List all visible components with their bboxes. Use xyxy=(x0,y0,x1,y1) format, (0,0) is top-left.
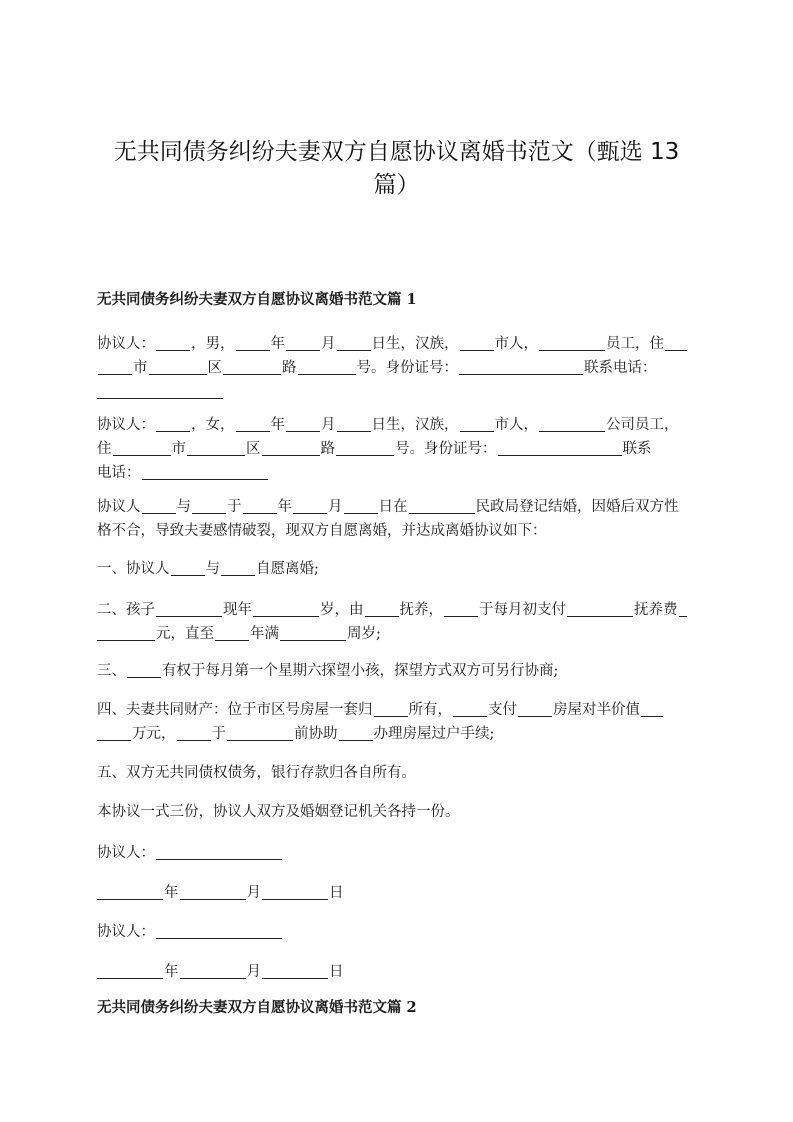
marriage-line-2: 格不合，导致夫妻感情破裂，现双方自愿离婚，并达成离婚协议如下： xyxy=(97,523,547,539)
blank-field xyxy=(539,415,605,432)
title-line-2: 篇） xyxy=(373,172,420,198)
text: 电话： xyxy=(97,465,141,481)
clause-3-line xyxy=(97,659,697,683)
text: 于每月初支付 xyxy=(479,602,566,618)
text: 市人， xyxy=(494,336,538,352)
text: 与 xyxy=(176,499,191,515)
blank-field xyxy=(98,358,132,375)
blank-field xyxy=(215,624,249,641)
text: 号。身份证号： xyxy=(395,441,497,457)
text: 区 xyxy=(207,360,222,376)
text: 月 xyxy=(246,885,261,901)
text: 年满 xyxy=(250,626,279,642)
text: 协议人： xyxy=(97,336,155,352)
blank-field xyxy=(253,600,319,617)
blank-field xyxy=(286,334,320,351)
party-2-line-2 xyxy=(97,437,697,461)
blank-field xyxy=(339,724,373,741)
text: 日在 xyxy=(378,499,408,515)
text: 日 xyxy=(329,964,344,980)
blank-field xyxy=(236,415,270,432)
text: 协议人： xyxy=(97,845,155,861)
text: 周岁; xyxy=(347,626,381,642)
text: 联系电话： xyxy=(584,360,657,376)
text: 联系 xyxy=(622,441,652,457)
text: 一、协议人 xyxy=(97,561,170,577)
text: 市人， xyxy=(494,417,538,433)
blank-field xyxy=(679,600,687,617)
text: 年 xyxy=(270,336,285,352)
text: 协议人： xyxy=(97,417,155,433)
clause-5: 五、双方无共同债权债务，银行存款归各自所有。 xyxy=(97,765,416,781)
clause-1 xyxy=(97,557,697,581)
party-1-line-1 xyxy=(97,332,697,356)
blank-field xyxy=(374,700,408,717)
text: 四、夫妻共同财产：位于市区号房屋一套归 xyxy=(97,702,373,718)
text: 支付 xyxy=(488,702,517,718)
text: 路 xyxy=(320,441,335,457)
blank-field xyxy=(171,559,205,576)
blank-field xyxy=(337,415,371,432)
text: 房屋对半价值 xyxy=(553,702,640,718)
text: 元，直至 xyxy=(156,626,214,642)
blank-field xyxy=(180,962,246,979)
blank-field xyxy=(262,962,328,979)
party-1-paragraph xyxy=(97,332,697,404)
blank-field xyxy=(223,358,281,375)
blank-field xyxy=(518,700,552,717)
text: 市 xyxy=(171,441,186,457)
text: 日生，汉族， xyxy=(371,417,459,433)
blank-field xyxy=(641,700,663,717)
text: 民政局登记结婚，因婚后双方性 xyxy=(475,499,679,515)
text: 万元， xyxy=(132,726,176,742)
text: 有权于每月第一个星期六探望小孩，探望方式双方可另行协商; xyxy=(162,663,559,679)
text: 自愿离婚; xyxy=(256,561,319,577)
text: 年 xyxy=(164,885,179,901)
copies-note: 本协议一式三份，协议人双方及婚姻登记机关各持一份。 xyxy=(97,804,460,820)
text: 员工，住 xyxy=(606,336,664,352)
text: 现年 xyxy=(223,602,252,618)
text: 号。身份证号： xyxy=(356,360,458,376)
text: ，女， xyxy=(191,417,235,433)
blank-field xyxy=(262,439,320,456)
text: 所有， xyxy=(408,702,452,718)
blank-field xyxy=(262,883,328,900)
blank-field xyxy=(444,600,478,617)
blank-field xyxy=(236,334,270,351)
blank-field xyxy=(337,334,371,351)
blank-field xyxy=(365,600,399,617)
text: 日 xyxy=(329,885,344,901)
party-2-line-1 xyxy=(97,413,697,437)
blank-field xyxy=(665,334,687,351)
text: 岁，由 xyxy=(320,602,364,618)
signature-party-1 xyxy=(97,841,697,865)
signature-date-1 xyxy=(97,881,697,905)
clause-1-line xyxy=(97,557,697,581)
blank-field xyxy=(156,922,282,939)
text: 于 xyxy=(227,499,242,515)
text: 年 xyxy=(277,499,292,515)
clause-4 xyxy=(97,698,697,746)
blank-field xyxy=(336,439,394,456)
blank-field xyxy=(97,724,131,741)
blank-field xyxy=(453,700,487,717)
blank-field xyxy=(97,382,223,399)
text: 月 xyxy=(328,499,343,515)
document-title xyxy=(80,136,713,202)
blank-field xyxy=(156,334,190,351)
blank-field xyxy=(192,497,226,514)
blank-field xyxy=(127,661,161,678)
blank-field xyxy=(293,497,327,514)
blank-field xyxy=(156,600,222,617)
text: 区 xyxy=(246,441,261,457)
blank-field xyxy=(227,724,293,741)
text: 于 xyxy=(211,726,226,742)
blank-field xyxy=(298,358,356,375)
text: 月 xyxy=(246,964,261,980)
blank-field xyxy=(221,559,255,576)
blank-field xyxy=(460,334,494,351)
party-1-line-3 xyxy=(97,380,697,404)
marriage-line-1 xyxy=(97,495,697,519)
marriage-paragraph xyxy=(97,495,697,543)
text: 住 xyxy=(97,441,112,457)
section-1-heading: 无共同债务纠纷夫妻双方自愿协议离婚书范文篇 1 xyxy=(97,291,417,308)
text: 年 xyxy=(164,964,179,980)
blank-field xyxy=(97,624,155,641)
text: 日生，汉族， xyxy=(371,336,459,352)
blank-field xyxy=(567,600,633,617)
text: 年 xyxy=(270,417,285,433)
text: 路 xyxy=(282,360,297,376)
title-line-1: 无共同债务纠纷夫妻双方自愿协议离婚书范文（甄选 13 xyxy=(113,139,680,165)
signature-party-2 xyxy=(97,920,697,944)
clause-4-line-2 xyxy=(97,722,697,746)
text: 办理房屋过户手续; xyxy=(373,726,495,742)
blank-field xyxy=(187,439,245,456)
text: 抚养费 xyxy=(634,602,678,618)
blank-field xyxy=(142,463,268,480)
blank-field xyxy=(280,624,346,641)
blank-field xyxy=(498,439,622,456)
blank-field xyxy=(149,358,207,375)
blank-field xyxy=(459,358,583,375)
blank-field xyxy=(539,334,605,351)
blank-field xyxy=(177,724,211,741)
blank-field xyxy=(156,415,190,432)
blank-field xyxy=(409,497,475,514)
blank-field xyxy=(243,497,277,514)
clause-2-line-1 xyxy=(97,598,697,622)
text: 协议人 xyxy=(97,499,141,515)
blank-field xyxy=(286,415,320,432)
text: 月 xyxy=(321,336,336,352)
blank-field xyxy=(344,497,378,514)
text: 市 xyxy=(133,360,148,376)
section-2-heading: 无共同债务纠纷夫妻双方自愿协议离婚书范文篇 2 xyxy=(97,999,417,1016)
clause-2-line-2 xyxy=(97,622,697,646)
text: 与 xyxy=(205,561,220,577)
clause-2 xyxy=(97,598,697,646)
text: 前协助 xyxy=(294,726,338,742)
text: 月 xyxy=(321,417,336,433)
text: 公司员工， xyxy=(606,417,679,433)
blank-field xyxy=(97,962,163,979)
clause-4-line-1 xyxy=(97,698,697,722)
party-2-line-3 xyxy=(97,461,697,485)
text: 三、 xyxy=(97,663,126,679)
text: ，男， xyxy=(191,336,235,352)
blank-field xyxy=(113,439,171,456)
blank-field xyxy=(180,883,246,900)
text: 抚养， xyxy=(399,602,443,618)
blank-field xyxy=(97,883,163,900)
blank-field xyxy=(156,843,282,860)
party-2-paragraph xyxy=(97,413,697,485)
text: 二、孩子 xyxy=(97,602,155,618)
text: 协议人： xyxy=(97,924,155,940)
blank-field xyxy=(460,415,494,432)
party-1-line-2 xyxy=(97,356,697,380)
clause-3 xyxy=(97,659,697,683)
signature-date-2 xyxy=(97,960,697,984)
blank-field xyxy=(142,497,176,514)
